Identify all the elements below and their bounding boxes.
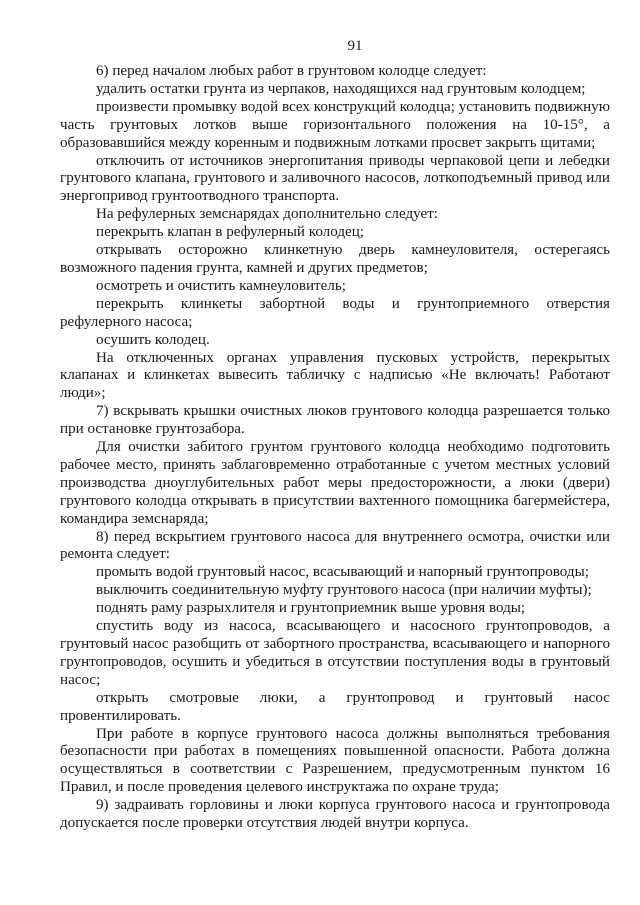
- paragraph-inspect-trap: осмотреть и очистить камнеуловитель;: [96, 277, 346, 294]
- paragraph-ventilate: открыть смотровые люки, а грунтопровод и грунтовый насос провентилировать.: [60, 689, 610, 724]
- paragraph-item-6: 6) перед началом любых работ в грунтовом колодце следует:: [96, 63, 487, 79]
- paragraph-clean-clogged-well: Для очистки забитого грунтом грунтового колодца необходимо подготовить рабочее место, принять заблаговременно отработанные с учетом местных условий производства дноуглубительных работ меры предосторожности, а люки (двери) грунтового колодца открывать в присутствии вахтенного помощника багермейстера, командира земснаряда;: [60, 439, 610, 527]
- paragraph-drain-well: осушить колодец.: [96, 331, 210, 348]
- paragraph-flush-pump: промыть водой грунтовый насос, всасывающий и напорный грунтопроводы;: [96, 564, 589, 581]
- paragraph-close-kingstons: перекрыть клинкеты забортной воды и грунтоприемного отверстия рефулерного насоса;: [60, 295, 610, 330]
- paragraph-hazard-requirements: При работе в корпусе грунтового насоса должны выполняться требования безопасности при работах в помещениях повышенной опасности. Работа должна осуществляться в соответствии с Разрешением, предусмотренным пунктом 16 Правил, и после проведения целевого инструктажа по охране труда;: [60, 725, 610, 796]
- paragraph-item-8: 8) перед вскрытием грунтового насоса для внутреннего осмотра, очистки или ремонта следует:: [60, 528, 610, 563]
- paragraph-disconnect-power: отключить от источников энергопитания приводы черпаковой цепи и лебедки грунтового клапана, грунтового и заливочного насосов, лоткоподъемный привод или энергопривод грунтоотводного транспорта.: [60, 152, 610, 205]
- paragraph-flush-well: произвести промывку водой всех конструкций колодца; установить подвижную часть грунтовых лотков выше горизонтального положения на 10-15°, а образовавшийся между коренным и подвижным лотками просвет закрыть щитами;: [60, 98, 610, 151]
- paragraph-drain-pump: спустить воду из насоса, всасывающего и насосного грунтопроводов, а грунтовый насос разобщить от забортного пространства, всасывающего и напорного грунтопроводов, осушить и убедиться в отсутствии поступления воды в грунтовый насос;: [60, 618, 610, 688]
- paragraph-disengage-clutch: выключить соединительную муфту грунтового насоса (при наличии муфты);: [96, 582, 592, 599]
- page-number: 91: [347, 38, 363, 54]
- paragraph-open-door: открывать осторожно клинкетную дверь камнеуловителя, остерегаясь возможного падения грунта, камней и других предметов;: [60, 242, 610, 276]
- paragraph-close-valve: перекрыть клапан в рефулерный колодец;: [96, 224, 364, 241]
- paragraph-remove-soil: удалить остатки грунта из черпаков, находящихся над грунтовым колодцем;: [96, 80, 586, 97]
- paragraph-refuler-intro: На рефулерных земснарядах дополнительно следует:: [96, 206, 438, 223]
- paragraph-warning-sign: На отключенных органах управления пусковых устройств, перекрытых клапанах и клинкетах вывесить табличку с надписью «Не включать! Работают люди»;: [60, 349, 610, 402]
- paragraph-raise-frame: поднять раму разрыхлителя и грунтоприемник выше уровня воды;: [96, 600, 526, 617]
- paragraph-item-7: 7) вскрывать крышки очистных люков грунтового колодца разрешается только при остановке грунтозабора.: [60, 403, 610, 438]
- paragraph-item-9: 9) задраивать горловины и люки корпуса грунтового насоса и грунтопровода допускается после проверки отсутствия людей внутри корпуса.: [60, 797, 610, 832]
